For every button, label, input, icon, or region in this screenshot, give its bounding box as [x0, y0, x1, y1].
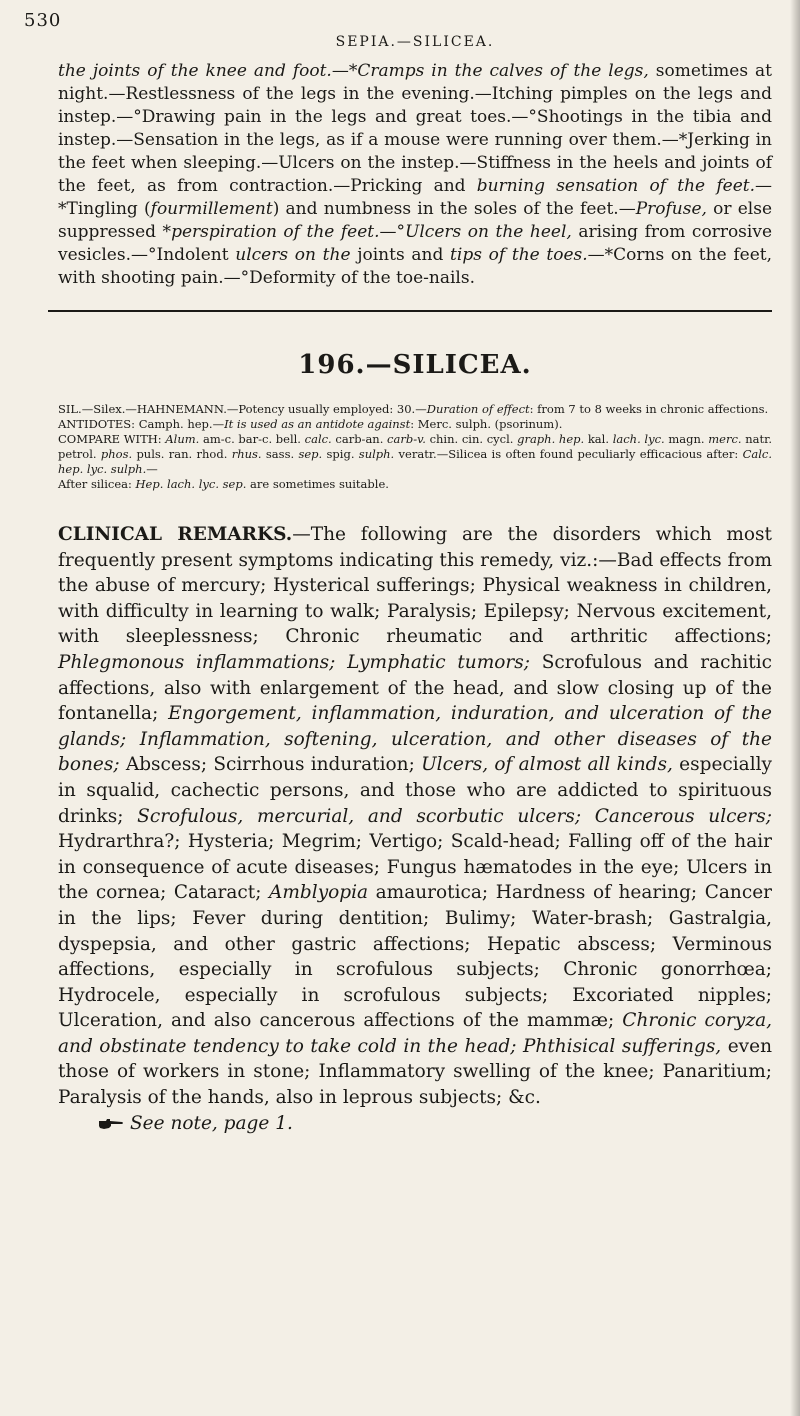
page-edge-shadow — [790, 0, 800, 1416]
text-run: chin. cin. cycl. — [425, 432, 518, 446]
italic-text-run: Amblyopia — [269, 882, 369, 904]
italic-text-run: the joints of the knee and foot. — [58, 61, 332, 81]
text-run: Abscess; Scirrhous induration; — [119, 754, 422, 776]
text-run: am-c. bar-c. bell. — [199, 432, 305, 446]
text-run: amaurotica; Hardness of hearing; Cancer in the lips; Fever during dentition; Bulimy; Water-brash; Gastralgia, dyspepsia, and other gastric affections; Hepatic abscess; Verminous affections, especially in scrofulous subjects; Chronic gonorrhœa; Hydrocele, especially in scrofulous subjects; Excoriated nipples; Ulceration, and also cancerous affections of the mammæ; — [58, 882, 772, 1032]
page-number: 530 — [24, 10, 62, 31]
italic-text-run: burning sensation of the feet. — [476, 176, 755, 196]
italic-text-run: Duration of effect — [426, 402, 530, 416]
text-run: kal. — [584, 432, 613, 446]
text-run: magn. — [664, 432, 709, 446]
text-run: SIL.—Silex.—H — [58, 402, 147, 416]
text-run: AHNEMANN — [146, 402, 224, 416]
italic-text-run: ulcers on the — [235, 245, 351, 265]
text-run: — — [146, 462, 158, 476]
clinical-remarks-text — [58, 524, 772, 1108]
text-run: Scrofulous and rachitic affections, also with enlargement of the head, and slow closing up of the fontanella; — [58, 651, 772, 725]
text-run: : Merc. sulph. (psorinum). — [410, 417, 563, 431]
italic-text-run: merc. — [708, 432, 742, 446]
text-run: especially in squalid, cachectic persons, and those who are addicted to spirituous drinks; — [58, 754, 772, 827]
antidotes-line — [58, 417, 772, 432]
text-run: veratr.—Silicea is often found peculiarly efficacious after: — [394, 447, 743, 461]
text-run: : from 7 to 8 weeks in chronic affections. — [529, 402, 769, 416]
section-title: 196.—SILICEA. — [298, 350, 532, 380]
text-run: —The following are the disorders which most frequently present symptoms indicating this remedy, viz.:—Bad effects from the abuse of mercury; Hysterical sufferings; Physical weakness in children, with difficulty in learning to walk; Paralysis; Epilepsy; Nervous excitement, with sleeplessness; Chronic rheumatic and arthritic affections; — [58, 524, 772, 648]
italic-text-run: Profuse, — [635, 199, 707, 219]
clinical-remarks-section — [58, 522, 772, 1136]
italic-text-run: phos. — [100, 447, 133, 461]
italic-text-run: Calc. hep. lyc. sulph. — [58, 447, 773, 476]
italic-text-run: Alum. — [165, 432, 200, 446]
section-divider — [48, 310, 772, 312]
running-head: SEPIA.—SILICEA. — [335, 34, 495, 50]
italic-text-run: graph. hep. — [517, 432, 585, 446]
italic-text-run: calc. — [304, 432, 332, 446]
text-run: COMPARE WITH: — [58, 432, 166, 446]
text-run: natr. petrol. — [58, 432, 772, 461]
sepia-symptoms-section — [58, 60, 772, 290]
italic-text-run: sep. — [298, 447, 323, 461]
text-run: or else suppressed * — [58, 199, 772, 242]
see-note — [58, 1111, 772, 1137]
italic-text-run: carb-v. — [387, 432, 426, 446]
italic-text-run: perspiration of the feet. — [171, 222, 380, 242]
sepia-symptoms-paragraph — [58, 60, 772, 290]
italic-text-run: Cramps in the calves of the legs, — [357, 61, 649, 81]
italic-text-run: Scrofulous, mercurial, and scorbutic ulcers; Cancerous ulcers; — [137, 805, 772, 827]
italic-text-run: sulph. — [358, 447, 395, 461]
text-run: —° — [379, 222, 406, 242]
text-run: —*Corns on the feet, with shooting pain.—°Deformity of the toe-nails. — [58, 245, 773, 288]
text-run: sass. — [261, 447, 299, 461]
text-run: spig. — [322, 447, 359, 461]
text-run: ANTIDOTES: Camph. hep.— — [58, 417, 225, 431]
compare-with-line — [58, 432, 772, 477]
italic-text-run: Chronic coryza, and obstinate tendency to take cold in the head; Phthisical sufferings, — [58, 1010, 772, 1057]
see-note-text: See note, page 1. — [130, 1112, 293, 1134]
text-run: carb-an. — [331, 432, 388, 446]
text-run: are sometimes suitable. — [246, 477, 389, 491]
text-run: Hydrarthra?; Hysteria; Megrim; Vertigo; Scald-head; Falling off of the hair in consequence of acute diseases; Fungus hæmatodes in the eye; Ulcers in the cornea; Cataract; — [58, 831, 772, 904]
clinical-remarks-heading: CLINICAL REMARKS. — [58, 524, 293, 545]
text-run: —* — [331, 61, 358, 81]
text-run: arising from corrosive vesicles.—°Indolent — [58, 222, 772, 265]
italic-text-run: It is used as an antidote against — [224, 417, 411, 431]
text-run: —*Tingling ( — [58, 176, 772, 219]
italic-text-run: fourmillement — [150, 199, 273, 219]
text-run: .—Potency usually employed: 30.— — [223, 402, 427, 416]
clinical-remarks-paragraph — [58, 522, 772, 1111]
italic-text-run: rhus. — [231, 447, 262, 461]
italic-text-run: Ulcers, of almost all kinds, — [421, 754, 673, 776]
text-run: After silicea: — [58, 477, 136, 491]
pointing-hand-icon — [98, 1117, 124, 1131]
text-run: even those of workers in stone; Inflammatory swelling of the knee; Panaritium; Paralysis of the hands, also in leprous subjects; &c. — [58, 1035, 772, 1109]
italic-text-run: Phlegmonous inflammations; Lymphatic tumors; — [58, 651, 530, 673]
text-run: puls. ran. rhod. — [132, 447, 232, 461]
after-silicea-line — [58, 477, 772, 492]
remedy-info-line — [58, 402, 772, 417]
text-run: joints and — [350, 245, 451, 265]
remedy-info-block — [58, 402, 772, 492]
italic-text-run: lach. lyc. — [612, 432, 665, 446]
italic-text-run: Ulcers on the heel, — [405, 222, 572, 242]
italic-text-run: Hep. lach. lyc. sep. — [135, 477, 247, 491]
text-run: sometimes at night.—Restlessness of the legs in the evening.—Itching pimples on the legs and instep.—°Drawing pain in the legs and great toes.—°Shootings in the tibia and instep.—Sensation in the legs, as if a mouse were running over them.—*Jerking in the feet when sleeping.—Ulcers on the instep.—Stiffness in the heels and joints of the feet, as from contraction.—Pricking and — [58, 61, 772, 196]
italic-text-run: Engorgement, inflammation, induration, and ulceration of the glands; Inflammation, softening, ulceration, and other diseases of the bones; — [58, 703, 772, 776]
italic-text-run: tips of the toes. — [450, 245, 588, 265]
text-run: ) and numbness in the soles of the feet.— — [272, 199, 636, 219]
